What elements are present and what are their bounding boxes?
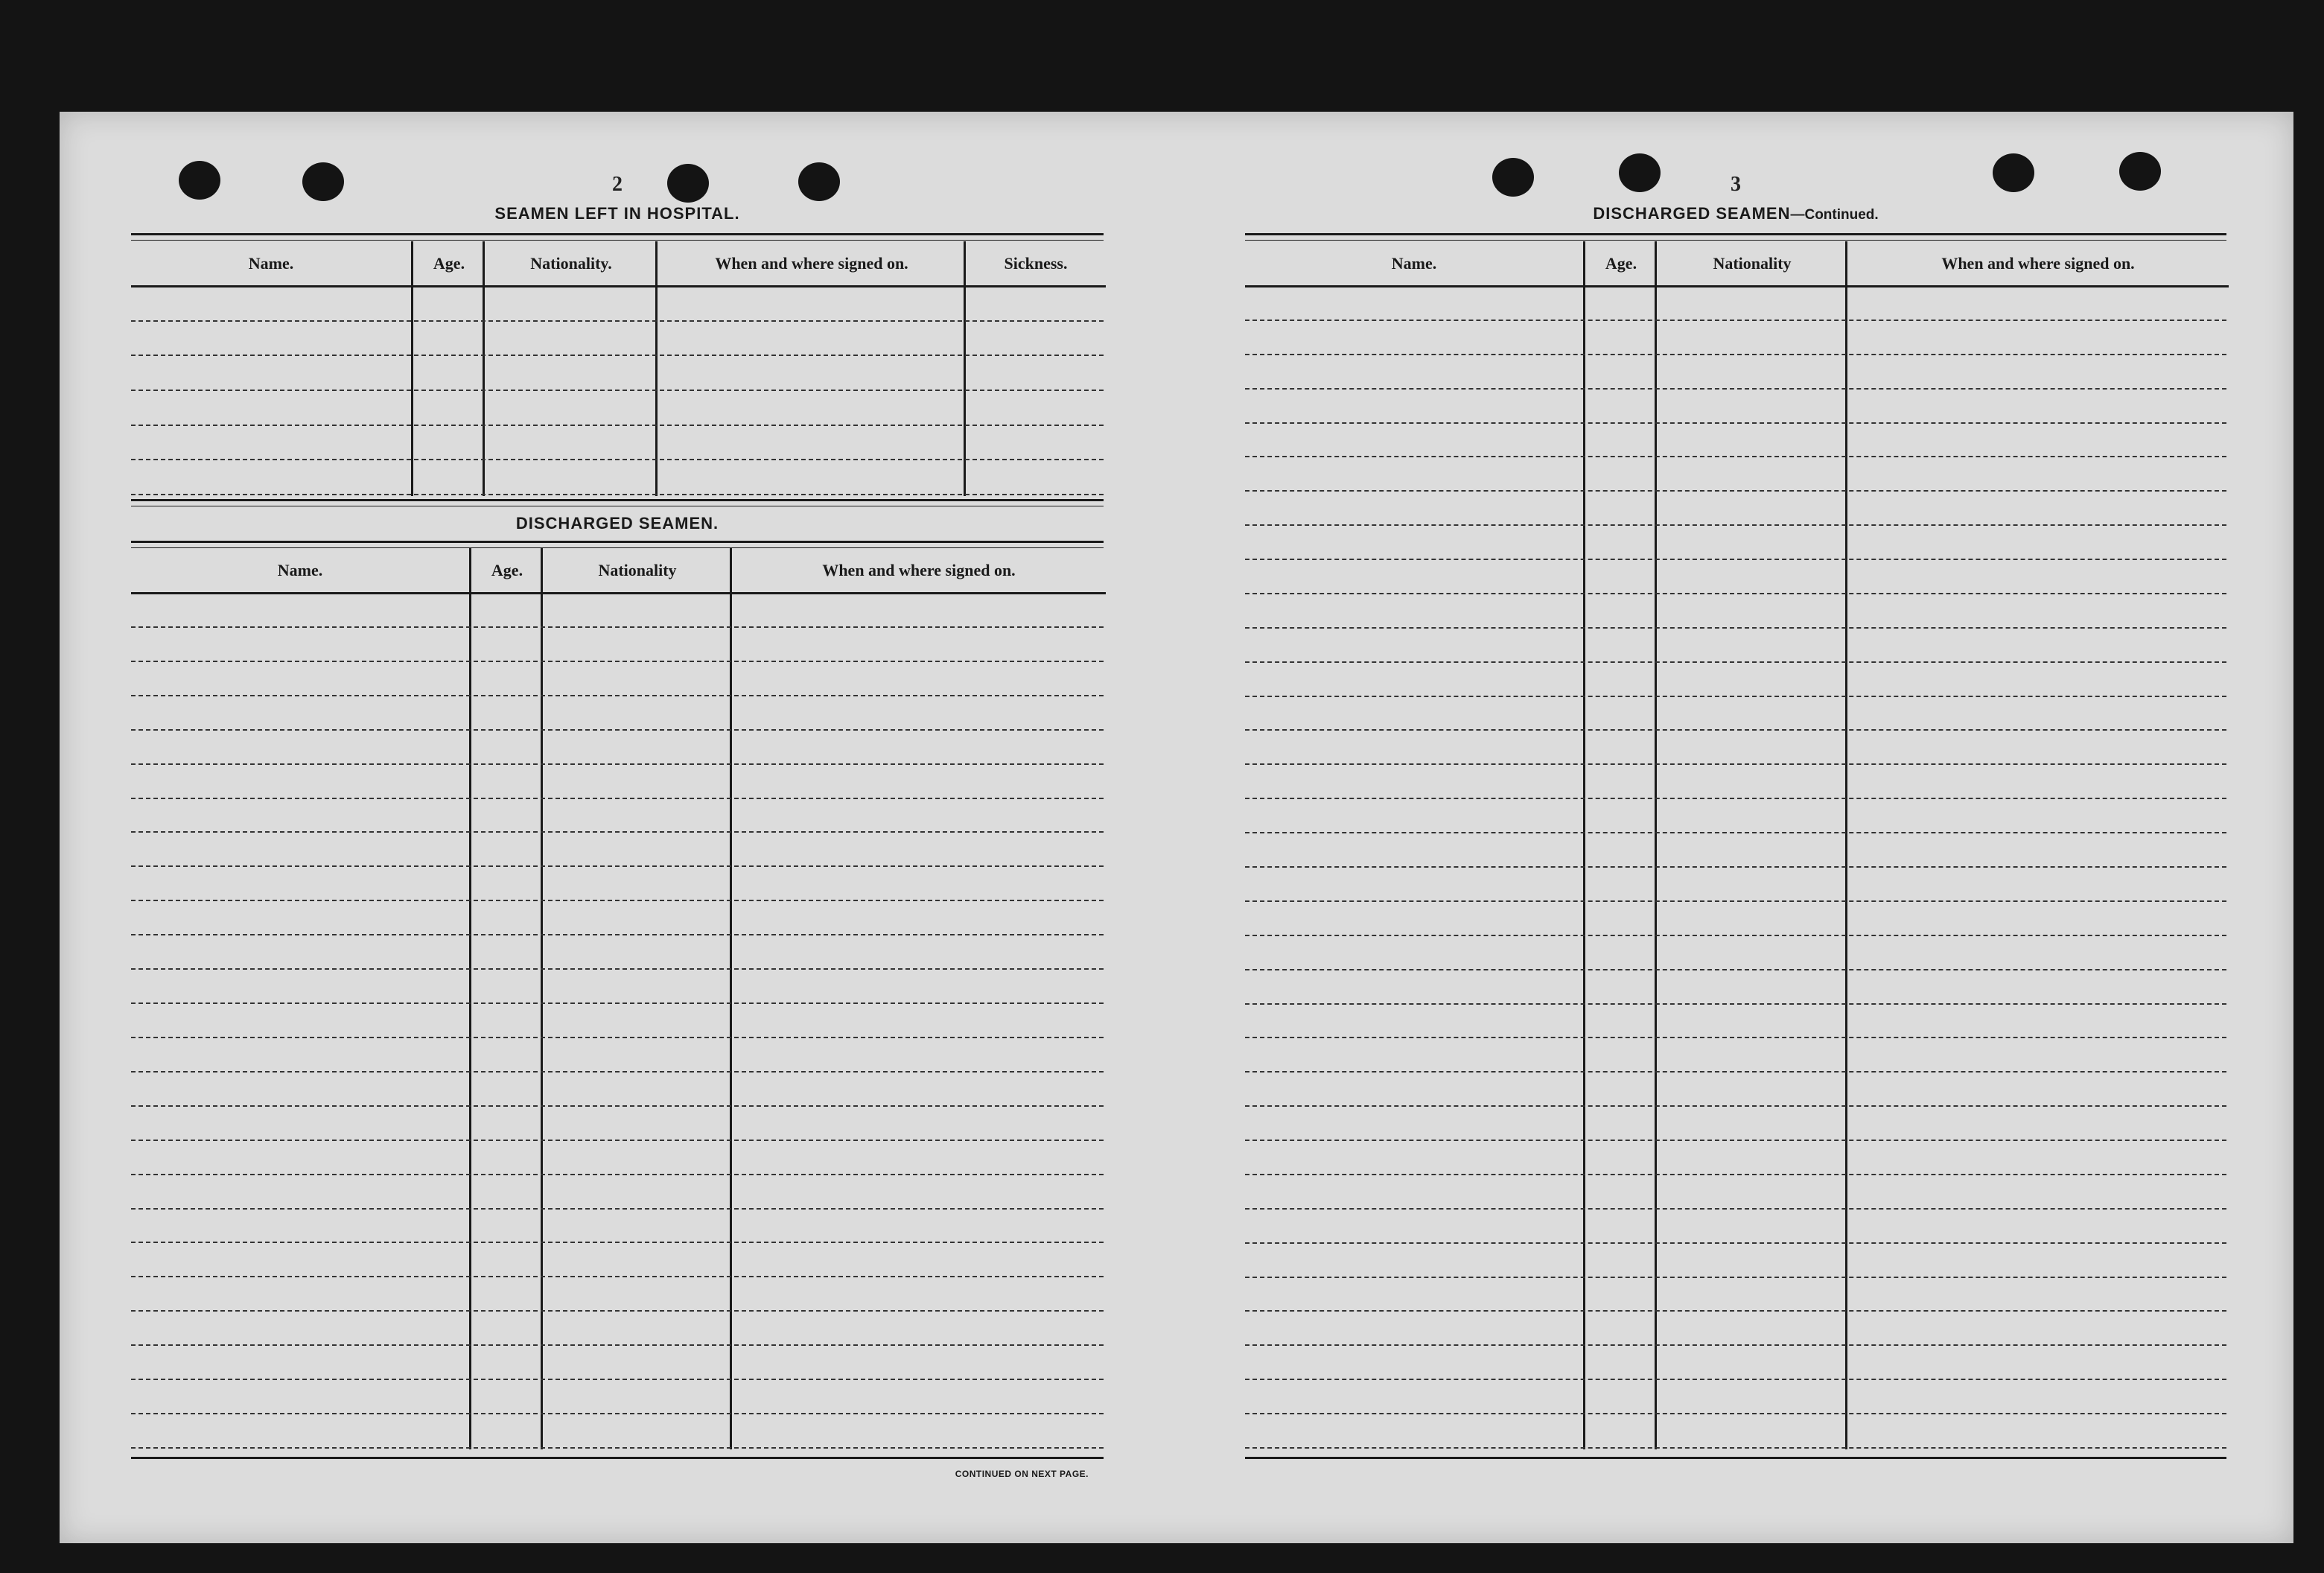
left-page — [131, 112, 1104, 1543]
entry-line — [131, 390, 1104, 391]
column-header: Nationality. — [485, 241, 658, 287]
column-header: Nationality — [543, 548, 732, 594]
entry-line — [1245, 935, 2226, 936]
entry-lines — [1245, 287, 2226, 1449]
continued-note: CONTINUED ON NEXT PAGE. — [955, 1469, 1089, 1479]
entry-line — [1245, 763, 2226, 765]
section-title-text: DISCHARGED SEAMEN — [1593, 204, 1791, 223]
entry-line — [131, 1413, 1104, 1414]
entry-line — [131, 320, 1104, 322]
entry-line — [131, 831, 1104, 833]
right-page — [1245, 112, 2226, 1543]
entry-line — [1245, 559, 2226, 560]
section-title-suffix: —Continued. — [1790, 207, 1879, 223]
entry-line — [1245, 1140, 2226, 1141]
entry-line — [1245, 661, 2226, 663]
section-title-discharged: DISCHARGED SEAMEN. — [515, 514, 719, 533]
column-header: Name. — [131, 548, 469, 594]
entry-line — [131, 459, 1104, 460]
entry-line — [1245, 524, 2226, 526]
entry-line — [1245, 422, 2226, 424]
entry-line — [1245, 456, 2226, 457]
page-number: 2 — [612, 173, 623, 196]
column-header: Name. — [1245, 241, 1583, 287]
entry-line — [1245, 627, 2226, 629]
entry-line — [1245, 320, 2226, 321]
entry-line — [131, 1310, 1104, 1312]
column-header: Nationality — [1657, 241, 1847, 287]
double-rule — [131, 499, 1104, 506]
entry-line — [1245, 832, 2226, 833]
entry-lines — [131, 594, 1104, 1449]
entry-line — [131, 798, 1104, 799]
entry-line — [1245, 1242, 2226, 1244]
entry-line — [1245, 1344, 2226, 1346]
entry-line — [131, 1105, 1104, 1107]
entry-line — [131, 626, 1104, 628]
entry-line — [1245, 388, 2226, 390]
double-rule — [131, 541, 1104, 548]
entry-line — [1245, 1003, 2226, 1005]
entry-line — [131, 1379, 1104, 1380]
entry-line — [131, 661, 1104, 662]
entry-line — [131, 1208, 1104, 1210]
entry-line — [131, 1174, 1104, 1175]
entry-line — [131, 865, 1104, 867]
entry-line — [1245, 900, 2226, 902]
entry-line — [1245, 729, 2226, 731]
entry-line — [131, 1344, 1104, 1346]
entry-line — [1245, 1208, 2226, 1210]
entry-line — [131, 695, 1104, 696]
entry-line — [131, 1276, 1104, 1277]
entry-line — [131, 1037, 1104, 1038]
column-header: When and where signed on. — [732, 548, 1106, 594]
entry-line — [131, 1242, 1104, 1243]
entry-line — [1245, 1037, 2226, 1038]
entry-line — [131, 763, 1104, 765]
entry-line — [131, 1071, 1104, 1072]
entry-line — [1245, 354, 2226, 355]
entry-line — [131, 425, 1104, 426]
entry-line — [1245, 696, 2226, 697]
entry-line — [131, 355, 1104, 356]
entry-line — [1245, 1447, 2226, 1449]
entry-line — [1245, 1310, 2226, 1312]
column-header: Name. — [131, 241, 411, 287]
entry-line — [131, 729, 1104, 731]
entry-line — [131, 900, 1104, 901]
entry-line — [1245, 1379, 2226, 1380]
discharged-continued-table — [1245, 241, 2226, 1449]
entry-line — [1245, 593, 2226, 594]
entry-line — [131, 1002, 1104, 1004]
entry-line — [1245, 490, 2226, 492]
entry-line — [1245, 1277, 2226, 1278]
entry-line — [131, 1140, 1104, 1141]
entry-line — [1245, 969, 2226, 970]
discharged-table — [131, 548, 1104, 1449]
double-rule — [131, 233, 1104, 241]
entry-line — [1245, 1174, 2226, 1175]
page-number: 3 — [1731, 173, 1741, 196]
column-header: When and where signed on. — [1847, 241, 2229, 287]
document-sheet — [60, 112, 2293, 1543]
column-header: Age. — [1585, 241, 1657, 287]
entry-line — [1245, 866, 2226, 868]
entry-lines — [131, 287, 1104, 496]
entry-line — [1245, 1105, 2226, 1107]
section-title-hospital: SEAMEN LEFT IN HOSPITAL. — [494, 204, 740, 223]
section-title-discharged-continued — [1245, 204, 2226, 223]
column-header: Sickness. — [966, 241, 1106, 287]
entry-line — [131, 494, 1104, 495]
column-header: Age. — [413, 241, 485, 287]
entry-line — [1245, 1413, 2226, 1414]
entry-line — [131, 934, 1104, 935]
column-header: When and where signed on. — [658, 241, 966, 287]
entry-line — [1245, 798, 2226, 799]
entry-line — [131, 968, 1104, 970]
entry-line — [131, 1447, 1104, 1449]
entry-line — [1245, 1071, 2226, 1072]
column-header: Age. — [471, 548, 543, 594]
hospital-table — [131, 241, 1104, 496]
footer-rule — [1245, 1457, 2226, 1459]
footer-rule — [131, 1457, 1104, 1459]
double-rule — [1245, 233, 2226, 241]
